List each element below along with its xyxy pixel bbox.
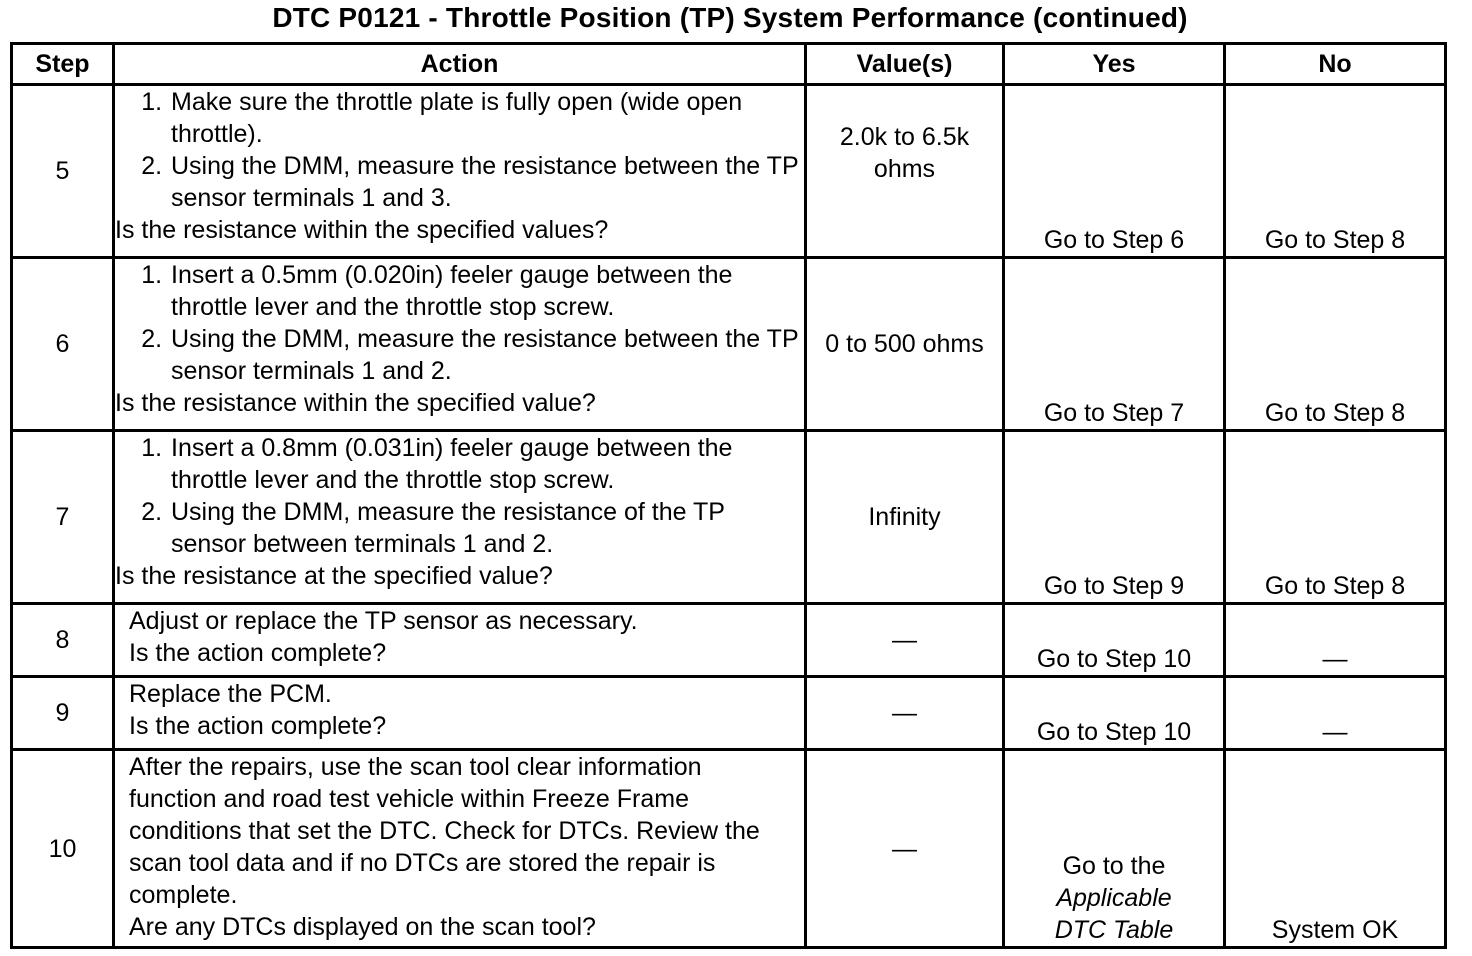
step-number: 7	[12, 431, 114, 604]
table-row	[12, 750, 1446, 948]
value-cell	[806, 604, 1004, 677]
action-text: After the repairs, use the scan tool clear information function and road test vehicle within Freeze Frame conditions that set the DTC. Check for DTCs. Review the scan tool data and if no DTCs are stored the repair is complete.	[129, 753, 760, 909]
table-row	[12, 677, 1446, 750]
yes-cell: Go to Step 9	[1004, 431, 1225, 604]
action-question: Is the resistance within the specified values?	[115, 216, 609, 244]
applicable-dtc-table-link: Applicable	[1056, 884, 1172, 912]
action-cell	[114, 677, 806, 750]
header-yes: Yes	[1004, 44, 1225, 85]
value-cell	[806, 750, 1004, 948]
yes-cell: Go to Step 7	[1004, 258, 1225, 431]
no-cell: Go to Step 8	[1225, 85, 1446, 258]
action-item: 2. Using the DMM, measure the resistance of the TP sensor between terminals 1 and 2.	[169, 496, 804, 560]
header-action: Action	[114, 44, 806, 85]
applicable-dtc-table-link: DTC Table	[1054, 916, 1174, 944]
value-dash: —	[892, 626, 917, 654]
table-row	[12, 604, 1446, 677]
action-list	[115, 259, 804, 387]
action-item: 2. Using the DMM, measure the resistance between the TP sensor terminals 1 and 3.	[169, 150, 804, 214]
yes-cell: Go to Step 10	[1004, 604, 1225, 677]
action-item: 1. Make sure the throttle plate is fully open (wide open throttle).	[169, 86, 804, 150]
value-dash: —	[892, 834, 917, 863]
table-row	[12, 431, 1446, 604]
action-cell	[114, 85, 806, 258]
action-question: Is the resistance within the specified value?	[115, 389, 596, 417]
action-cell	[114, 431, 806, 604]
value-cell	[806, 258, 1004, 431]
action-item: 1. Insert a 0.8mm (0.031in) feeler gauge between the throttle lever and the throttle stop screw.	[169, 432, 804, 496]
action-item: 1. Insert a 0.5mm (0.020in) feeler gauge between the throttle lever and the throttle stop screw.	[169, 259, 804, 323]
action-text: Adjust or replace the TP sensor as necessary.	[129, 607, 638, 635]
yes-cell: Go to Step 10	[1004, 677, 1225, 750]
no-cell: Go to Step 8	[1225, 258, 1446, 431]
action-question: Is the action complete?	[129, 712, 387, 740]
action-question: Is the action complete?	[129, 639, 387, 667]
header-step: Step	[12, 44, 114, 85]
action-cell	[114, 258, 806, 431]
action-cell	[114, 750, 806, 948]
header-no: No	[1225, 44, 1446, 85]
header-values: Value(s)	[806, 44, 1004, 85]
step-number: 5	[12, 85, 114, 258]
yes-line: Go to the	[1062, 852, 1166, 880]
action-cell	[114, 604, 806, 677]
step-number: 10	[12, 750, 114, 948]
header-row	[12, 44, 1446, 85]
value-text: Infinity	[868, 503, 941, 531]
yes-cell	[1004, 750, 1225, 948]
action-item: 2. Using the DMM, measure the resistance between the TP sensor terminals 1 and 2.	[169, 323, 804, 387]
step-number: 6	[12, 258, 114, 431]
page-title: DTC P0121 - Throttle Position (TP) System Performance (continued)	[272, 2, 1188, 33]
value-cell	[806, 431, 1004, 604]
action-question: Are any DTCs displayed on the scan tool?	[129, 913, 596, 941]
no-cell: —	[1225, 604, 1446, 677]
value-text: 0 to 500 ohms	[825, 330, 984, 358]
value-text: 2.0k to 6.5k ohms	[839, 123, 970, 183]
table-row	[12, 85, 1446, 258]
diagnostic-table	[10, 42, 1447, 949]
no-cell: Go to Step 8	[1225, 431, 1446, 604]
action-question: Is the resistance at the specified value?	[115, 562, 553, 590]
table-row	[12, 258, 1446, 431]
value-cell	[806, 85, 1004, 258]
yes-cell: Go to Step 6	[1004, 85, 1225, 258]
no-cell: —	[1225, 677, 1446, 750]
value-dash: —	[892, 699, 917, 727]
value-cell	[806, 677, 1004, 750]
step-number: 9	[12, 677, 114, 750]
no-cell: System OK	[1225, 750, 1446, 948]
action-list	[115, 432, 804, 560]
action-text: Replace the PCM.	[129, 680, 332, 708]
step-number: 8	[12, 604, 114, 677]
action-list	[115, 86, 804, 214]
